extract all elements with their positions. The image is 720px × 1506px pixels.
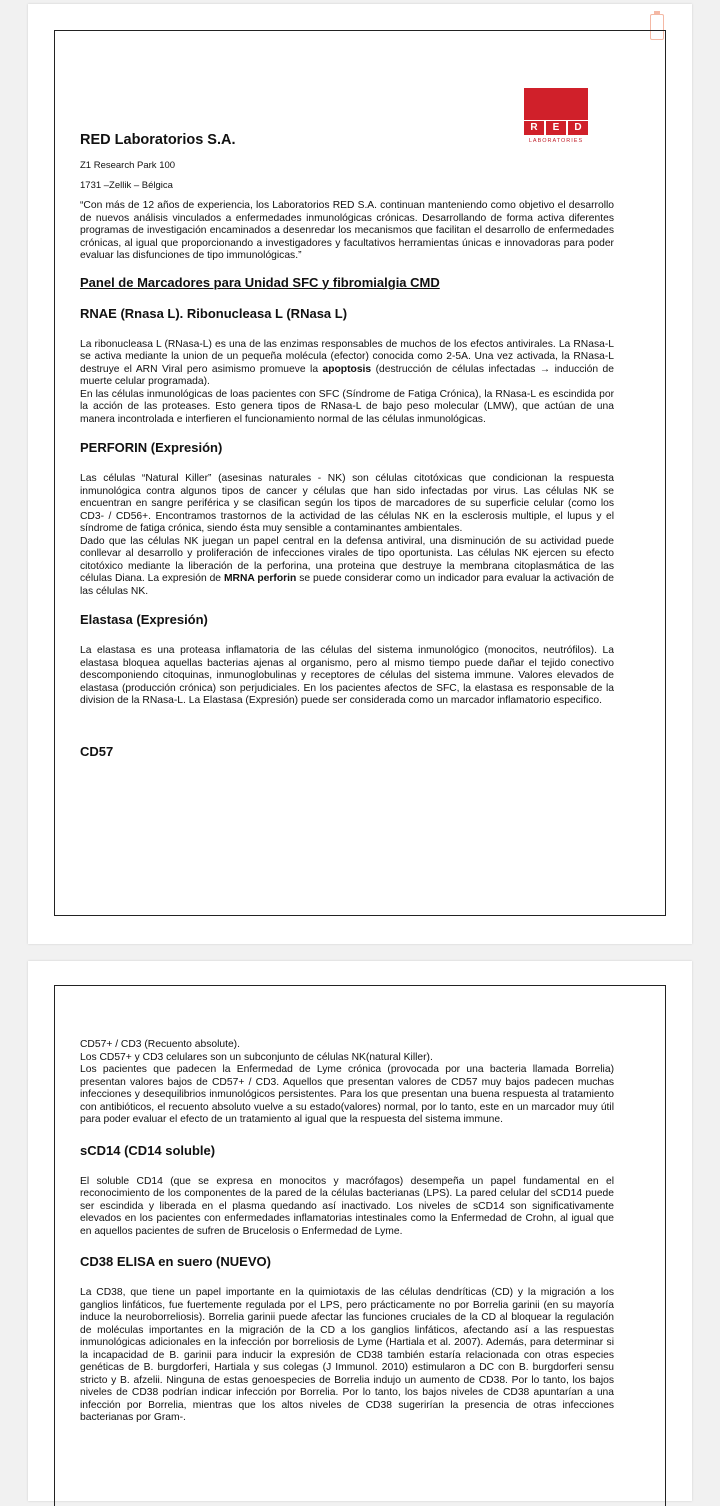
scd14-paragraph: El soluble CD14 (que se expresa en monocitos y macrófagos) desempeña un papel fundamental en el reconocimiento de los componentes de la pared de la células bacterianas (LPS). La pared celular del sCD14 puede ser escindida y liberada en el plasma quedando así inactivado. Los niveles de sCD14 son significativamente elevados en los pacientes con enfermedades inflamatorias intestinales como la Enfermedad de Crohn, al igual que en aquellos pacientes de sufren de Brucelosis o Enfermedad de Lyme. [80, 1175, 614, 1237]
logo-waves-icon [524, 88, 588, 120]
page-1 [28, 4, 692, 944]
cd38-heading: CD38 ELISA en suero (NUEVO) [80, 1254, 271, 1269]
page-2 [28, 961, 692, 1501]
rnae-paragraph-1: La ribonucleasa L (RNasa-L) es una de las enzimas responsables de muchos de los efectos antivirales. La RNasa-L se activa mediante la union de un pequeña molécula (efector) conocida como 2-5A. Una vez activada, la RNasa-L destruye el ARN Viral pero asimismo promueve la apoptosis (destrucción de células infectadas → inducción de muerte celular programada). [80, 338, 614, 387]
elastasa-heading: Elastasa (Expresión) [80, 612, 208, 627]
rnae-paragraph-2: En las células inmunológicas de loas pacientes con SFC (Síndrome de Fatiga Crónica), la RNasa-L es escindida por la acción de las proteases. Esto genera tipos de RNasa-L de bajo peso molecular (LMW), que actúan de una manera incontrolada e interfieren el funcionamiento normal de las células inmunológicas. [80, 388, 614, 425]
perforin-heading: PERFORIN (Expresión) [80, 440, 223, 455]
address-line-2: 1731 –Zellik – Bélgica [80, 180, 173, 191]
logo-letter-r: R [524, 121, 544, 135]
scd14-heading: sCD14 (CD14 soluble) [80, 1142, 216, 1158]
company-name: RED Laboratorios S.A. [80, 132, 236, 148]
perforin-paragraph-2: Dado que las células NK juegan un papel central en la defensa antiviral, una disminución de su actividad puede conllevar al desarrollo y proliferación de infecciones virales de tipo oportunista. Las células NK ejercen su efecto citotóxico mediante la liberación de la perforina, una proteina que destruye la membrana citoplasmática de las células Diana. La expresión de MRNA perforin se puede considerar como un indicador para evaluar la activación de las células NK. [80, 535, 614, 597]
perforin-paragraph-1: Las células “Natural Killer” (asesinas naturales - NK) son células citotóxicas que condicionan la respuesta inmunológica contra algunos tipos de cancer y células que han sido infectadas por virus. Las células NK se encuentran en sangre periférica y se clasifican según los tipos de marcadores de su superficie celular (como los CD3- / CD56+. Encontramos trastornos de la actividad de las células NK en la esclerosis multiple, el lupus y el síndrome de fatiga crónica, siendo ésta muy sensible a contaminantes ambientales. [80, 473, 614, 534]
cd57-line-1: CD57+ / CD3 (Recuento absolute). [80, 1039, 240, 1050]
elastasa-paragraph: La elastasa es una proteasa inflamatoria de las células del sistema inmunológico (monocitos, neutrófilos). La elastasa bloquea aquellas bacterias ajenas al organismo, pero al mismo tiempo puede dañar el tejido conectivo descomponiendo citoquinas, inmunoglobulinas y receptores de células del sistema immune. Valores elevados de elastasa (producción crónica) son perjudiciales. En los pacientes afectos de SFC, la elastasa es responsable de la division de la RNasa-L. La Elastasa (Expresión) puede ser considerada como un marcador inflamatorio especifico. [80, 645, 614, 706]
logo-letter-e: E [546, 121, 566, 135]
panel-title: Panel de Marcadores para Unidad SFC y fibromialgia CMD [80, 274, 440, 290]
intro-paragraph: “Con más de 12 años de experiencia, los Laboratorios RED S.A. continuan manteniendo como objetivo el desarrollo de nuevos análisis vinculados a enfermedades inmunológicas crónicas. Desarrollando de forma activa diferentes programas de investigación encaminados a desenredar los mecanismos que facilitan el desarrollo de enfermedades crónicas, al igual que proporcionando a investigadores y facultativos herramientas únicas e innovadoras para poder evaluar las disfunciones de tipo immunológicas.” [80, 200, 614, 261]
rnae-heading: RNAE (Rnasa L). Ribonucleasa L (RNasa L) [80, 305, 348, 321]
logo-subtitle: LABORATORIES [528, 138, 584, 144]
address-line-1: Z1 Research Park 100 [80, 160, 176, 171]
cd57-paragraph: Los pacientes que padecen la Enfermedad de Lyme crónica (provocada por una bacteria llamada Borrelia) presentan valores bajos de CD57+ / CD3. Aquellos que presentan valores de CD57 muy bajos padecen muchas infecciones y desequilibrios inmunológicos persistentes. Para los que presentan una buena respuesta al tratamiento con antibióticos, el recuento absoluto vuelve a su estado(valores) normal, por lo tanto, este en un marcador muy útil para poder evaluar el efecto de un tratamiento al igual que la respuesta del sistema immune. [80, 1064, 614, 1125]
cd57-line-2: Los CD57+ y CD3 celulares son un subconjunto de células NK(natural Killer). [80, 1051, 433, 1063]
cd57-heading: CD57 [80, 743, 114, 759]
logo-letter-d: D [568, 121, 588, 135]
cd38-paragraph: La CD38, que tiene un papel importante en la quimiotaxis de las células dendríticas (CD) y la migración a los ganglios linfáticos, fue fuertemente regulada por el LPS, pero prácticamente no por Borrelia garinii (en su mayoría induce la neuroborreliosis). Borrelia garinii puede afectar las funciones cruciales de la CD al bloquear la regulación de moléculas importantes en la migración de la CD a los ganglios linfáticos, afectando así a las respuestas inmunológicas adicionales en la infección por borreliosis de Lyme (Hartiala et al. 2007). Además, para determinar si la incapacidad de B. garinii para inducir la expresión de CD38 también estaría relacionada con otras especies genéticas de B. burgdorferi, Hartiala y sus colegas (J Immunol. 2010) estimularon a DC con B. burgdorferi sensu stricto y B. afzelii. Ninguna de estas genoespecies de Borrelia indujo un aumento de CD38. Por lo tanto, los bajos niveles de CD38 podrían indicar infección por Borrelia. Por lo tanto, los bajos niveles de CD38 apuntarían a una infección por Borrelia, mientras que los altos niveles de CD38 sugerirían la presencia de otras infecciones bacterianas por Gram-. [80, 1287, 614, 1423]
